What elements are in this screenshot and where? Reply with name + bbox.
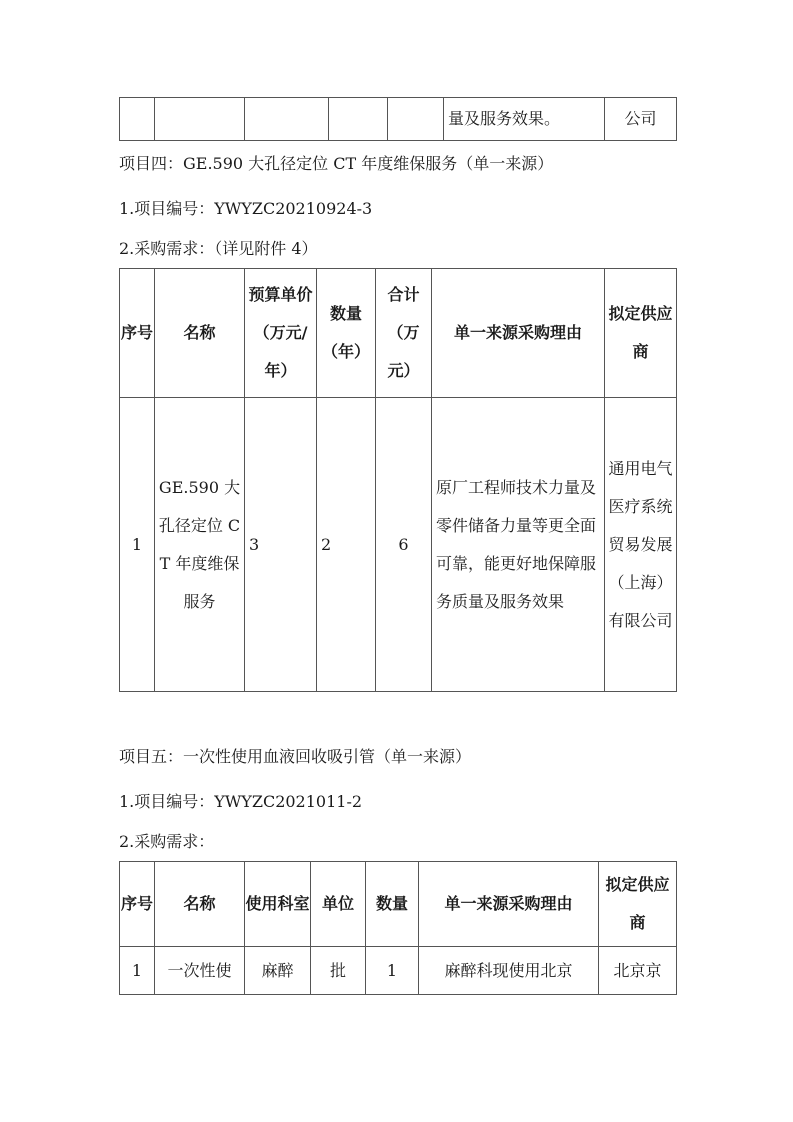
project4-table [119, 268, 677, 692]
project5-table [119, 861, 677, 995]
table-header-row [120, 269, 677, 398]
table-cell [245, 98, 329, 141]
header-cell: 使用科室 [245, 862, 311, 947]
header-cell: 名称 [155, 862, 245, 947]
table-cell: 1 [120, 947, 155, 995]
project5-title: 项目五：一次性使用血液回收吸引管（单一来源） [119, 747, 472, 766]
table-cell: 1 [366, 947, 419, 995]
header-cell: 拟定供应商 [605, 269, 677, 398]
table-cell: GE.590 大孔径定位 CT 年度维保服务 [155, 398, 245, 692]
header-cell: 数量 [366, 862, 419, 947]
header-cell: 预算单价（万元/年） [245, 269, 317, 398]
header-cell: 序号 [120, 862, 155, 947]
table-cell: 公司 [605, 98, 677, 141]
table-cell: 6 [376, 398, 432, 692]
table-cell: 批 [311, 947, 366, 995]
header-cell: 单一来源采购理由 [432, 269, 605, 398]
table-cell: 2 [317, 398, 376, 692]
table-cell: 3 [245, 398, 317, 692]
table-cell: 1 [120, 398, 155, 692]
table-cell: 北京京 [599, 947, 677, 995]
project4-code: 1.项目编号：YWYZC20210924-3 [119, 199, 373, 218]
table-cell: 麻醉 [245, 947, 311, 995]
table-header-row [120, 862, 677, 947]
table-cell [155, 98, 245, 141]
table-cell: 原厂工程师技术力量及零件储备力量等更全面可靠，能更好地保障服务质量及服务效果 [432, 398, 605, 692]
header-cell: 拟定供应商 [599, 862, 677, 947]
table-cell [329, 98, 388, 141]
project4-requirement: 2.采购需求：（详见附件 4） [119, 239, 318, 258]
project4-title: 项目四：GE.590 大孔径定位 CT 年度维保服务（单一来源） [119, 154, 554, 173]
header-cell: 合计（万元） [376, 269, 432, 398]
project5-code: 1.项目编号：YWYZC2021011-2 [119, 792, 363, 811]
header-cell: 序号 [120, 269, 155, 398]
header-cell: 单一来源采购理由 [419, 862, 599, 947]
continued-table [119, 97, 677, 141]
header-cell: 数量（年） [317, 269, 376, 398]
table-cell [388, 98, 444, 141]
table-cell: 一次性使 [155, 947, 245, 995]
table-cell [120, 98, 155, 141]
table-row [120, 947, 677, 995]
header-cell: 名称 [155, 269, 245, 398]
table-cell: 麻醉科现使用北京 [419, 947, 599, 995]
table-cell: 量及服务效果。 [444, 98, 605, 141]
table-row [120, 98, 677, 141]
header-cell: 单位 [311, 862, 366, 947]
project5-requirement: 2.采购需求： [119, 832, 215, 851]
table-cell: 通用电气医疗系统贸易发展（上海）有限公司 [605, 398, 677, 692]
table-row [120, 398, 677, 692]
